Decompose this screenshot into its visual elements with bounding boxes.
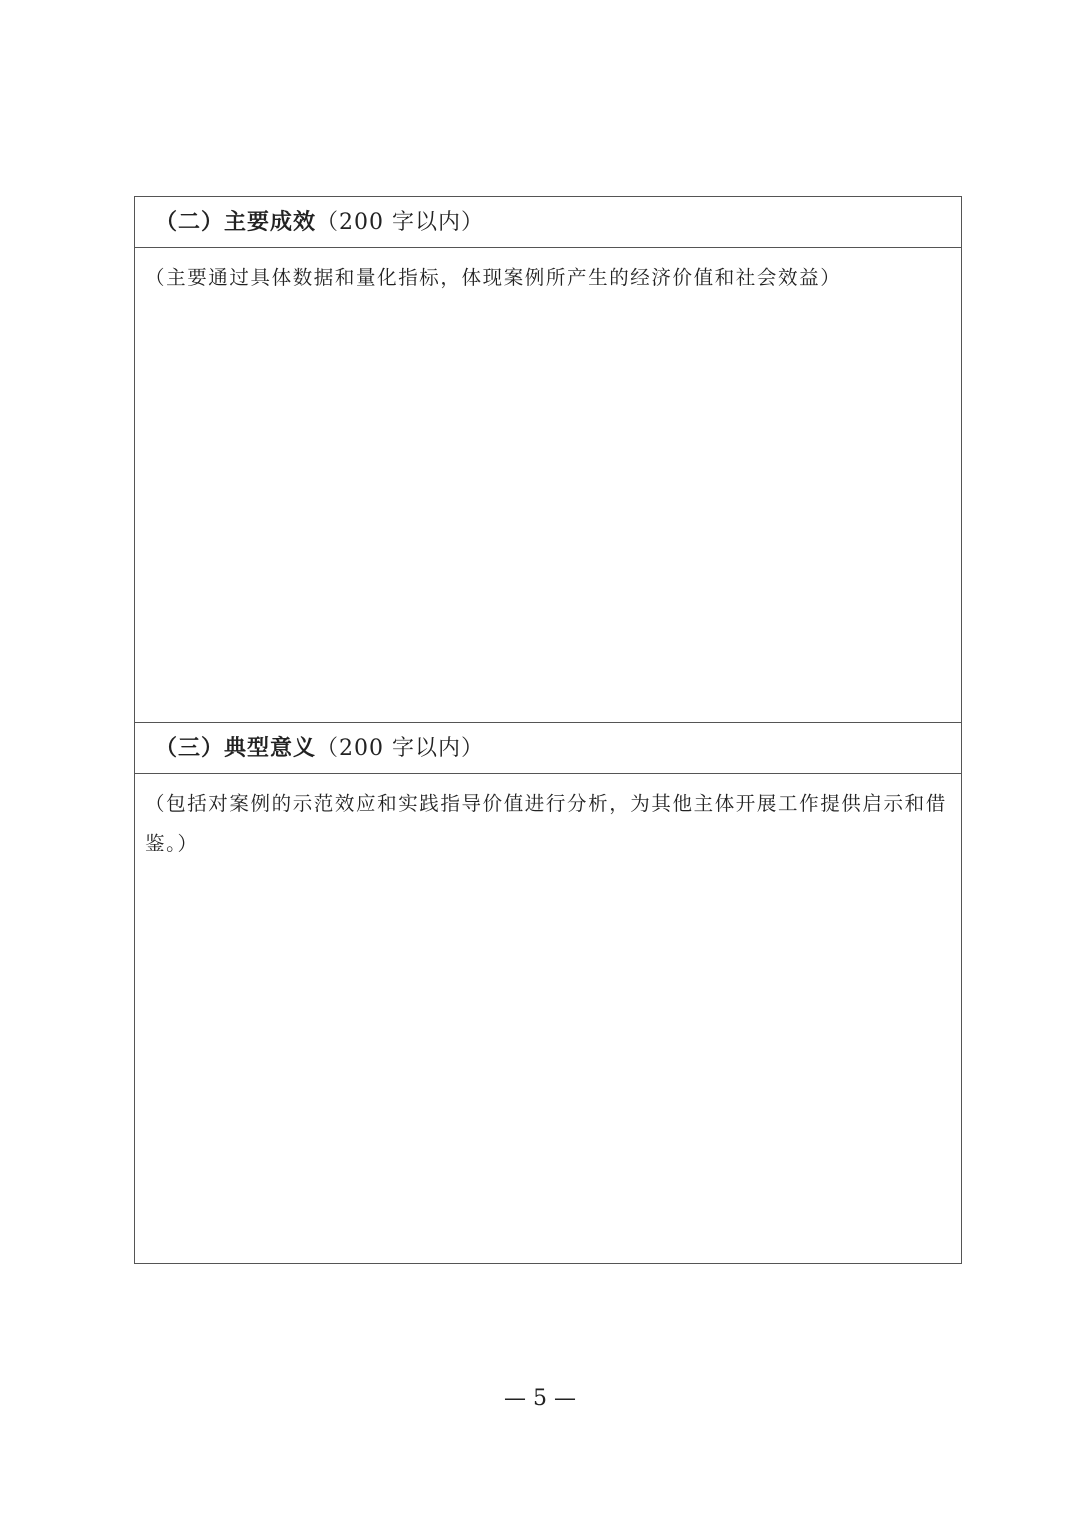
typical-significance-field[interactable] (135, 774, 961, 1263)
heading-word-limit: （200 字以内） (316, 210, 485, 235)
section-heading-main-results (135, 197, 961, 248)
section-heading-typical-significance (135, 723, 961, 774)
field-hint: （包括对案例的示范效应和实践指导价值进行分析，为其他主体开展工作提供启示和借鉴。） (145, 792, 947, 855)
heading-title: （二）主要成效 (155, 209, 317, 235)
form-table (134, 196, 962, 1264)
heading-title: （三）典型意义 (155, 735, 317, 761)
page-number: — 5 — (504, 1386, 576, 1411)
main-results-field[interactable] (135, 248, 961, 723)
heading-word-limit: （200 字以内） (316, 736, 485, 761)
field-hint: （主要通过具体数据和量化指标，体现案例所产生的经济价值和社会效益） (145, 266, 842, 289)
